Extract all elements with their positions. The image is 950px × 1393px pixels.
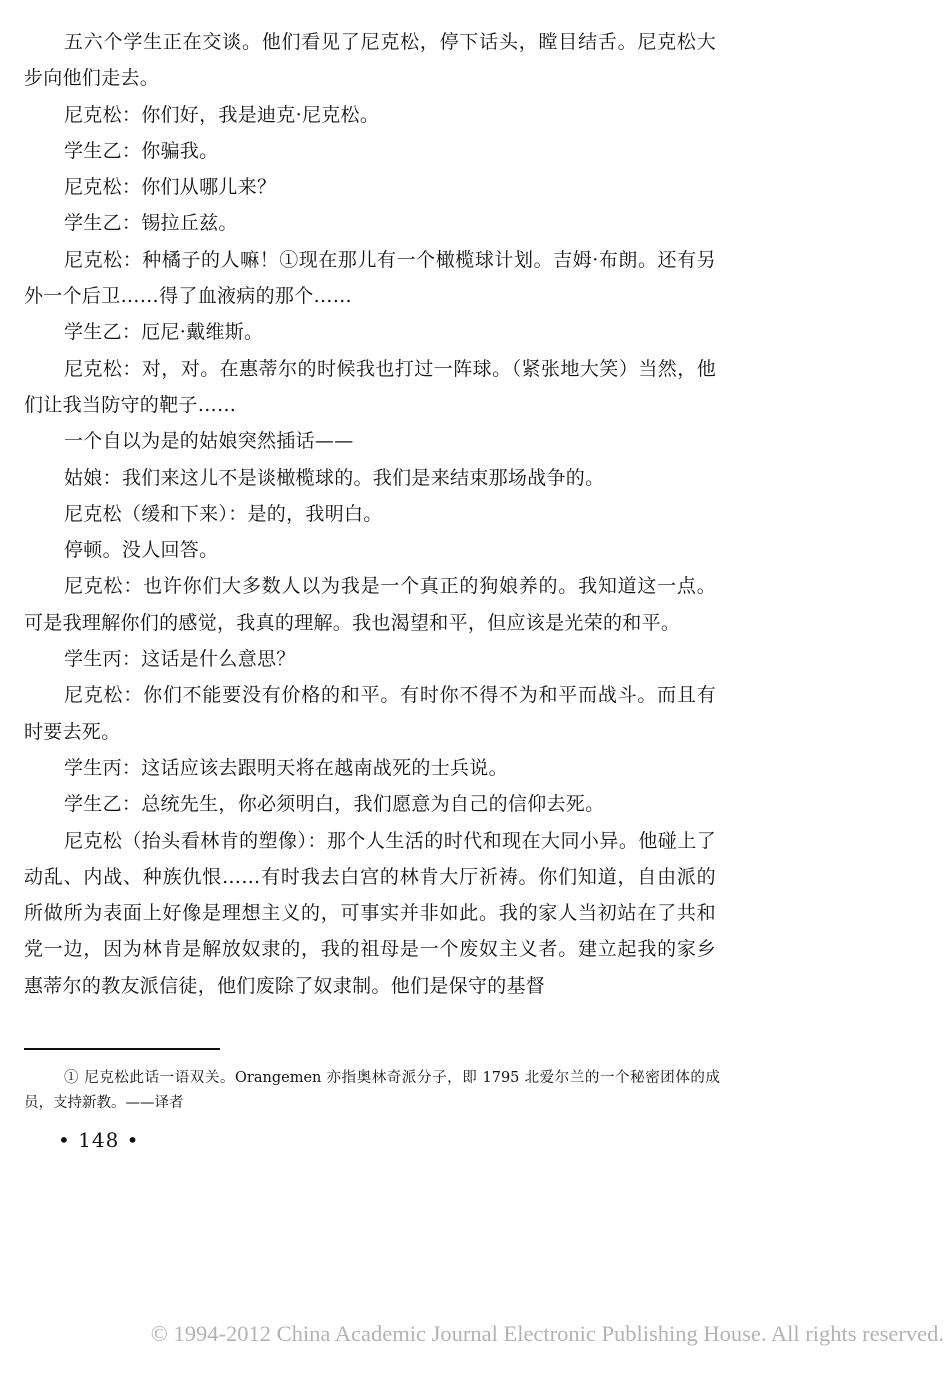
dialogue-nixon-8: 尼克松（抬头看林肯的塑像）：那个人生活的时代和现在大同小异。他碰上了动乱、内战、种族仇恨……有时我去白宫的林肯大厅祈祷。你们知道，自由派的所做所为表面上好像是理想主义的，可事实并非如此。我的家人当初站在了共和党一边，因为林肯是解放奴隶的，我的祖母是一个废奴主义者。建立起我的家乡惠蒂尔的教友派信徒，他们废除了奴隶制。他们是保守的基督 — [24, 829, 716, 997]
footnote-divider — [24, 1048, 220, 1050]
dialogue-nixon-7: 尼克松：你们不能要没有价格的和平。有时你不得不为和平而战斗。而且有时要去死。 — [24, 684, 716, 743]
paragraph-stage-direction-2: 一个自以为是的姑娘突然插话—— — [64, 430, 354, 453]
dialogue-student-b-1: 学生乙：你骗我。 — [64, 139, 219, 162]
paragraph-stage-direction-1: 五六个学生正在交谈。他们看见了尼克松，停下话头，瞠目结舌。尼克松大步向他们走去。 — [24, 31, 716, 90]
dialogue-student-b-3: 学生乙：厄尼·戴维斯。 — [64, 321, 264, 344]
dialogue-student-c-2: 学生丙：这话应该去跟明天将在越南战死的士兵说。 — [64, 756, 508, 779]
page-number: • 148 • — [58, 1128, 140, 1152]
dialogue-nixon-6: 尼克松：也许你们大多数人以为我是一个真正的狗娘养的。我知道这一点。可是我理解你们的感觉，我真的理解。我也渴望和平，但应该是光荣的和平。 — [24, 575, 716, 634]
dialogue-nixon-2: 尼克松：你们从哪儿来？ — [64, 176, 277, 199]
dialogue-girl-1: 姑娘：我们来这儿不是谈橄榄球的。我们是来结束那场战争的。 — [64, 466, 605, 489]
main-text — [24, 24, 716, 1004]
dialogue-nixon-4: 尼克松：对，对。在惠蒂尔的时候我也打过一阵球。（紧张地大笑）当然，他们让我当防守的靶子…… — [24, 357, 716, 416]
dialogue-student-c-1: 学生丙：这话是什么意思？ — [64, 648, 296, 671]
paragraph-stage-direction-3: 停顿。没人回答。 — [64, 539, 219, 562]
dialogue-student-b-2: 学生乙：锡拉丘兹。 — [64, 212, 238, 235]
dialogue-nixon-1: 尼克松：你们好，我是迪克·尼克松。 — [64, 103, 380, 126]
footnote: ① 尼克松此话一语双关。Orangemen 亦指奥林奇派分子，即 1795 北爱尔兰的一个秘密团体的成员，支持新教。——译者 — [24, 1070, 720, 1111]
dialogue-nixon-5: 尼克松（缓和下来）：是的，我明白。 — [64, 502, 383, 525]
dialogue-student-b-4: 学生乙：总统先生，你必须明白，我们愿意为自己的信仰去死。 — [64, 793, 605, 816]
dialogue-nixon-3: 尼克松：种橘子的人嘛！①现在那儿有一个橄榄球计划。吉姆·布朗。还有另外一个后卫……得了血液病的那个…… — [24, 248, 716, 308]
copyright-watermark: © 1994-2012 China Academic Journal Electronic Publishing House. All rights reserved. — [150, 1321, 944, 1346]
